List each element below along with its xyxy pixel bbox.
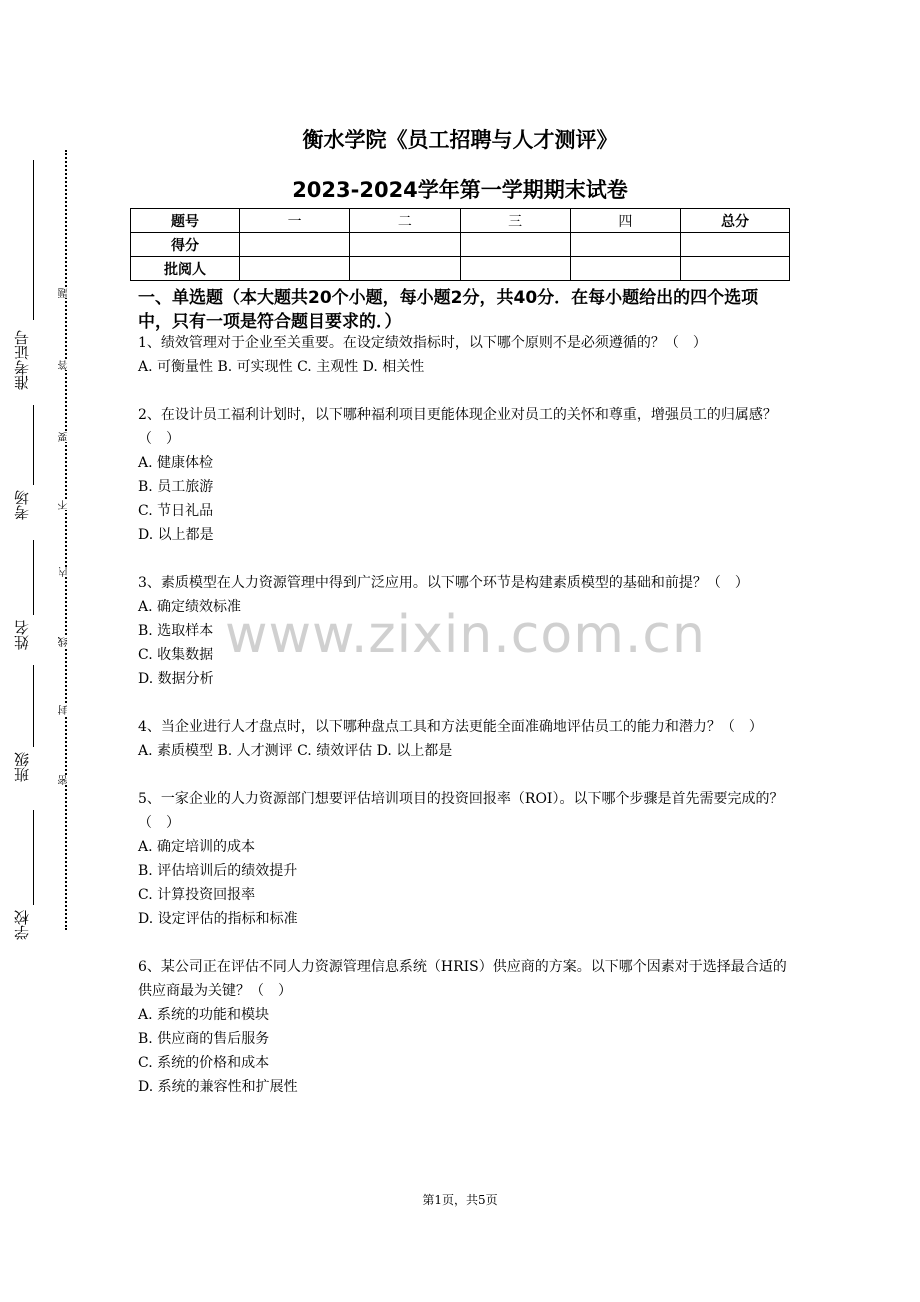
sidebar-line-school [33,810,34,905]
option-d: D. 数据分析 [138,671,214,687]
score-cell [350,233,460,257]
question-stem: 2、在设计员工福利计划时，以下哪种福利项目更能体现企业对员工的关怀和尊重，增强员工的归属感？（ ） [138,407,777,447]
seal-char: 线 [59,637,73,647]
question-stem: 1、绩效管理对于企业至关重要。在设定绩效指标时，以下哪个原则不是必须遵循的？（ ） [138,335,707,351]
score-cell [570,233,680,257]
question-6 [138,955,788,1099]
exam-title: 衡水学院《员工招聘与人才测评》 [302,128,618,152]
question-list [138,331,788,1123]
score-table-header-row [131,209,790,233]
seal-char: 答 [59,360,73,370]
option-d: D. 设定评估的指标和标准 [138,911,298,927]
grader-cell [240,257,350,281]
option-b: B. 员工旅游 [138,479,214,495]
seal-char: 不 [59,500,73,510]
seal-char: 要 [59,432,73,442]
page-footer: 第1页，共5页 [422,1193,498,1207]
question-5 [138,787,788,931]
score-cell [460,233,570,257]
exam-subtitle: 2023-2024学年第一学期期末试卷 [292,178,628,202]
score-cell [240,233,350,257]
score-table-header-cell: 二 [350,209,460,233]
option-a: A. 确定培训的成本 [138,839,256,855]
sidebar-label-exam-id: 准考证号 [13,330,31,390]
score-table-row-grader [131,257,790,281]
score-table-row-label: 得分 [131,233,240,257]
seal-char: 封 [59,705,73,715]
option-b: B. 评估培训后的绩效提升 [138,863,298,879]
question-2 [138,403,788,547]
score-table-row-score [131,233,790,257]
grader-cell [460,257,570,281]
question-stem: 5、一家企业的人力资源部门想要评估培训项目的投资回报率（ROI）。以下哪个步骤是首先需要完成的？（ ） [138,791,784,831]
option-c: C. 计算投资回报率 [138,887,256,903]
grader-cell [350,257,460,281]
score-table-header-cell: 一 [240,209,350,233]
score-table-header-cell: 四 [570,209,680,233]
grader-cell [681,257,790,281]
sidebar-label-exam-room: 考场 [13,490,31,520]
option-b: B. 选取样本 [138,623,214,639]
option-d: D. 以上都是 [138,527,214,543]
option-a: A. 确定绩效标准 [138,599,242,615]
question-stem: 6、某公司正在评估不同人力资源管理信息系统（HRIS）供应商的方案。以下哪个因素对于选择最合适的供应商最为关键？（ ） [138,959,787,999]
option-a: A. 健康体检 [138,455,214,471]
option-c: C. 收集数据 [138,647,214,663]
sidebar-line-name [33,540,34,615]
section-heading: 一、单选题（本大题共20个小题，每小题2分，共40分．在每小题给出的四个选项中，只有一项是符合题目要求的．） [138,288,759,332]
seal-dotted-line [65,150,67,930]
score-table-header-cell: 题号 [131,209,240,233]
score-table-row-label: 批阅人 [131,257,240,281]
score-cell [681,233,790,257]
option-a: A. 系统的功能和模块 [138,1007,270,1023]
question-1 [138,331,788,379]
sidebar-line-exam-room [33,405,34,485]
question-options: A. 可衡量性 B. 可实现性 C. 主观性 D. 相关性 [138,359,425,375]
question-4 [138,715,788,763]
option-b: B. 供应商的售后服务 [138,1031,270,1047]
score-table-header-cell: 三 [460,209,570,233]
watermark: www.zixin.com.cn [225,605,706,665]
sidebar-label-class: 班级 [13,752,31,782]
option-c: C. 系统的价格和成本 [138,1055,270,1071]
question-stem: 3、素质模型在人力资源管理中得到广泛应用。以下哪个环节是构建素质模型的基础和前提？（ ） [138,575,749,591]
seal-char: 密 [59,775,73,785]
question-options: A. 素质模型 B. 人才测评 C. 绩效评估 D. 以上都是 [138,743,453,759]
option-c: C. 节日礼品 [138,503,214,519]
seal-char: 内 [59,567,73,577]
option-d: D. 系统的兼容性和扩展性 [138,1079,298,1095]
score-table-header-cell: 总分 [681,209,790,233]
question-stem: 4、当企业进行人才盘点时，以下哪种盘点工具和方法更能全面准确地评估员工的能力和潜力？（ ） [138,719,763,735]
sidebar-label-name: 姓名 [13,620,31,650]
sidebar-line-class [33,665,34,747]
sidebar-label-school: 学校 [13,910,31,940]
seal-char: 题 [59,288,73,298]
score-table [130,208,790,281]
grader-cell [570,257,680,281]
